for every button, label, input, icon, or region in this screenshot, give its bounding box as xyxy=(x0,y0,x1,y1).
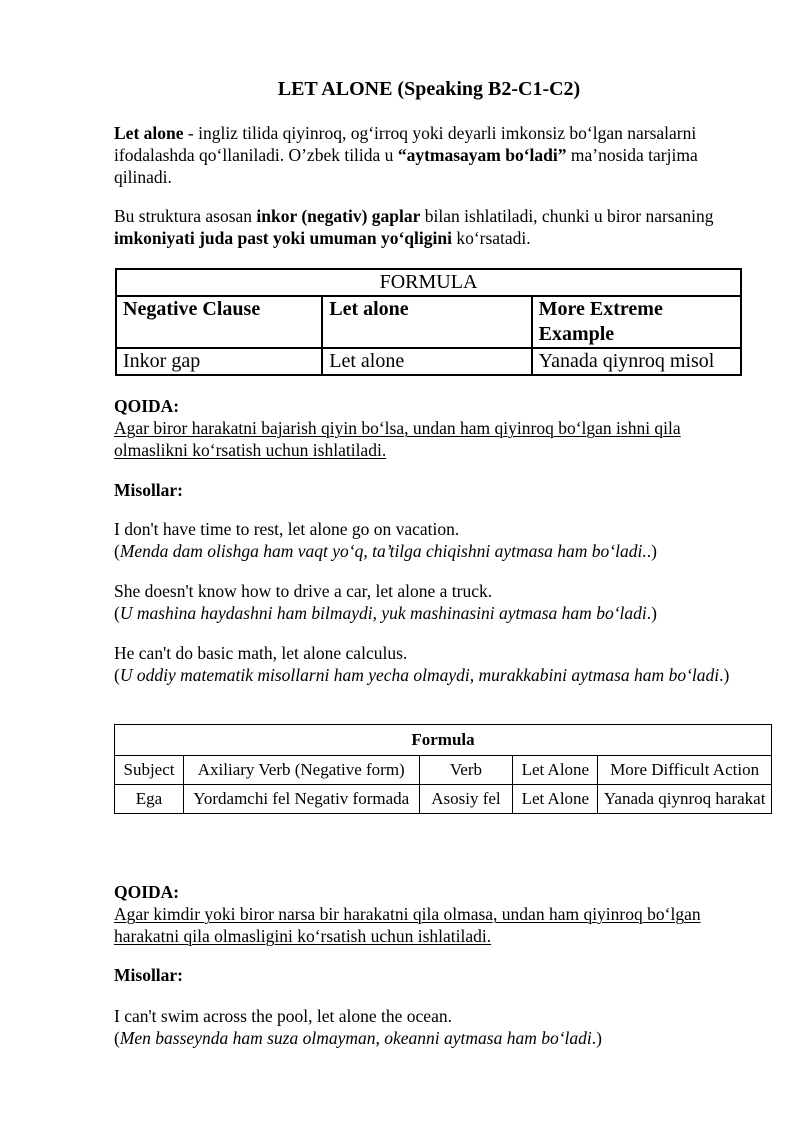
formula-table-2-cell: Yordamchi fel Negativ formada xyxy=(183,785,419,814)
structure-text-3: ko‘rsatadi. xyxy=(451,228,531,248)
formula-table-2-cell: Yanada qiynroq harakat xyxy=(598,785,772,814)
formula-table-2 xyxy=(114,724,772,814)
rule-2-label: QOIDA: xyxy=(114,882,180,902)
formula-table-1-cell: Inkor gap xyxy=(116,348,322,375)
example-2-en: She doesn't know how to drive a car, let alone a truck. xyxy=(114,581,493,601)
formula-table-1-cell: Yanada qiynroq misol xyxy=(532,348,741,375)
examples-label-2: Misollar: xyxy=(114,965,184,985)
formula-table-2-header: Let Alone xyxy=(513,756,598,785)
structure-text-1: Bu struktura asosan xyxy=(114,206,257,226)
structure-bold-2: imkoniyati juda past yoki umuman yo‘qligini xyxy=(114,228,452,248)
formula-table-2-header: Axiliary Verb (Negative form) xyxy=(183,756,419,785)
rule-2 xyxy=(114,881,744,947)
formula-table-2-header: More Difficult Action xyxy=(598,756,772,785)
example-3-en: He can't do basic math, let alone calculus. xyxy=(114,643,408,663)
formula-table-2-header: Subject xyxy=(115,756,184,785)
intro-term: Let alone xyxy=(114,123,184,143)
formula-table-1-header: Let alone xyxy=(322,296,531,348)
formula-table-1-cell: Let alone xyxy=(322,348,531,375)
intro-paragraph xyxy=(114,122,744,188)
example-1: I don't have time to rest, let alone go on vacation. (Menda dam olishga ham vaqt yo‘q, ta’tilga chiqishni aytmasa ham bo‘ladi..) xyxy=(114,519,657,561)
page-title: LET ALONE (Speaking B2-C1-C2) xyxy=(277,78,581,100)
formula-table-2-heading: Formula xyxy=(115,725,772,756)
formula-table-2-header: Verb xyxy=(419,756,513,785)
example-2-uz: U mashina haydashni ham bilmaydi, yuk mashinasini aytmasa ham bo‘ladi xyxy=(119,603,647,623)
structure-text-2: bilan ishlatiladi, chunki u biror narsaning xyxy=(420,206,714,226)
formula-table-1-header: Negative Clause xyxy=(116,296,322,348)
intro-text-1: - ingliz tilida qiyinroq, og‘irroq yoki deyarli imkonsiz bo‘lgan narsalarni ifodalashda qo‘llaniladi. O’zbek tilida u xyxy=(114,123,697,165)
rule-1-text: Agar biror harakatni bajarish qiyin bo‘lsa, undan ham qiyinroq bo‘lgan ishni qila olmaslikni ko‘rsatish uchun ishlatiladi. xyxy=(114,418,681,460)
rule-1 xyxy=(114,395,744,461)
intro-phrase: “aytmasayam bo‘ladi” xyxy=(397,145,567,165)
examples-label-1: Misollar: xyxy=(114,480,184,500)
structure-paragraph xyxy=(114,205,744,249)
formula-table-1-heading: FORMULA xyxy=(116,269,741,296)
formula-table-2-cell: Asosiy fel xyxy=(419,785,513,814)
example-3-uz: U oddiy matematik misollarni ham yecha olmaydi, murakkabini aytmasa ham bo‘ladi xyxy=(119,665,720,685)
formula-table-2-cell: Ega xyxy=(115,785,184,814)
example-2: She doesn't know how to drive a car, let alone a truck. (U mashina haydashni ham bilmaydi, yuk mashinasini aytmasa ham bo‘ladi.) xyxy=(114,581,657,623)
intro-text-2: ma’nosida tarjima qilinadi. xyxy=(114,145,698,187)
structure-bold-1: inkor (negativ) gaplar xyxy=(256,206,421,226)
example-1-en: I don't have time to rest, let alone go on vacation. xyxy=(114,519,460,539)
formula-table-1-header: More Extreme Example xyxy=(532,296,741,348)
example-4: I can't swim across the pool, let alone the ocean. (Men basseynda ham suza olmayman, okeanni aytmasa ham bo‘ladi.) xyxy=(114,1006,602,1048)
rule-2-text: Agar kimdir yoki biror narsa bir harakatni qila olmasa, undan ham qiyinroq bo‘lgan harakatni qila olmasligini ko‘rsatish uchun ishlatiladi. xyxy=(114,904,701,946)
rule-1-label: QOIDA: xyxy=(114,396,180,416)
example-4-uz: Men basseynda ham suza olmayman, okeanni aytmasa ham bo‘ladi xyxy=(119,1028,592,1048)
formula-table-1 xyxy=(115,268,742,376)
formula-table-2-cell: Let Alone xyxy=(513,785,598,814)
example-3: He can't do basic math, let alone calculus. (U oddiy matematik misollarni ham yecha olmaydi, murakkabini aytmasa ham bo‘ladi.) xyxy=(114,643,730,685)
example-1-uz: Menda dam olishga ham vaqt yo‘q, ta’tilga chiqishni aytmasa ham bo‘ladi. xyxy=(119,541,647,561)
example-4-en: I can't swim across the pool, let alone the ocean. xyxy=(114,1006,452,1026)
